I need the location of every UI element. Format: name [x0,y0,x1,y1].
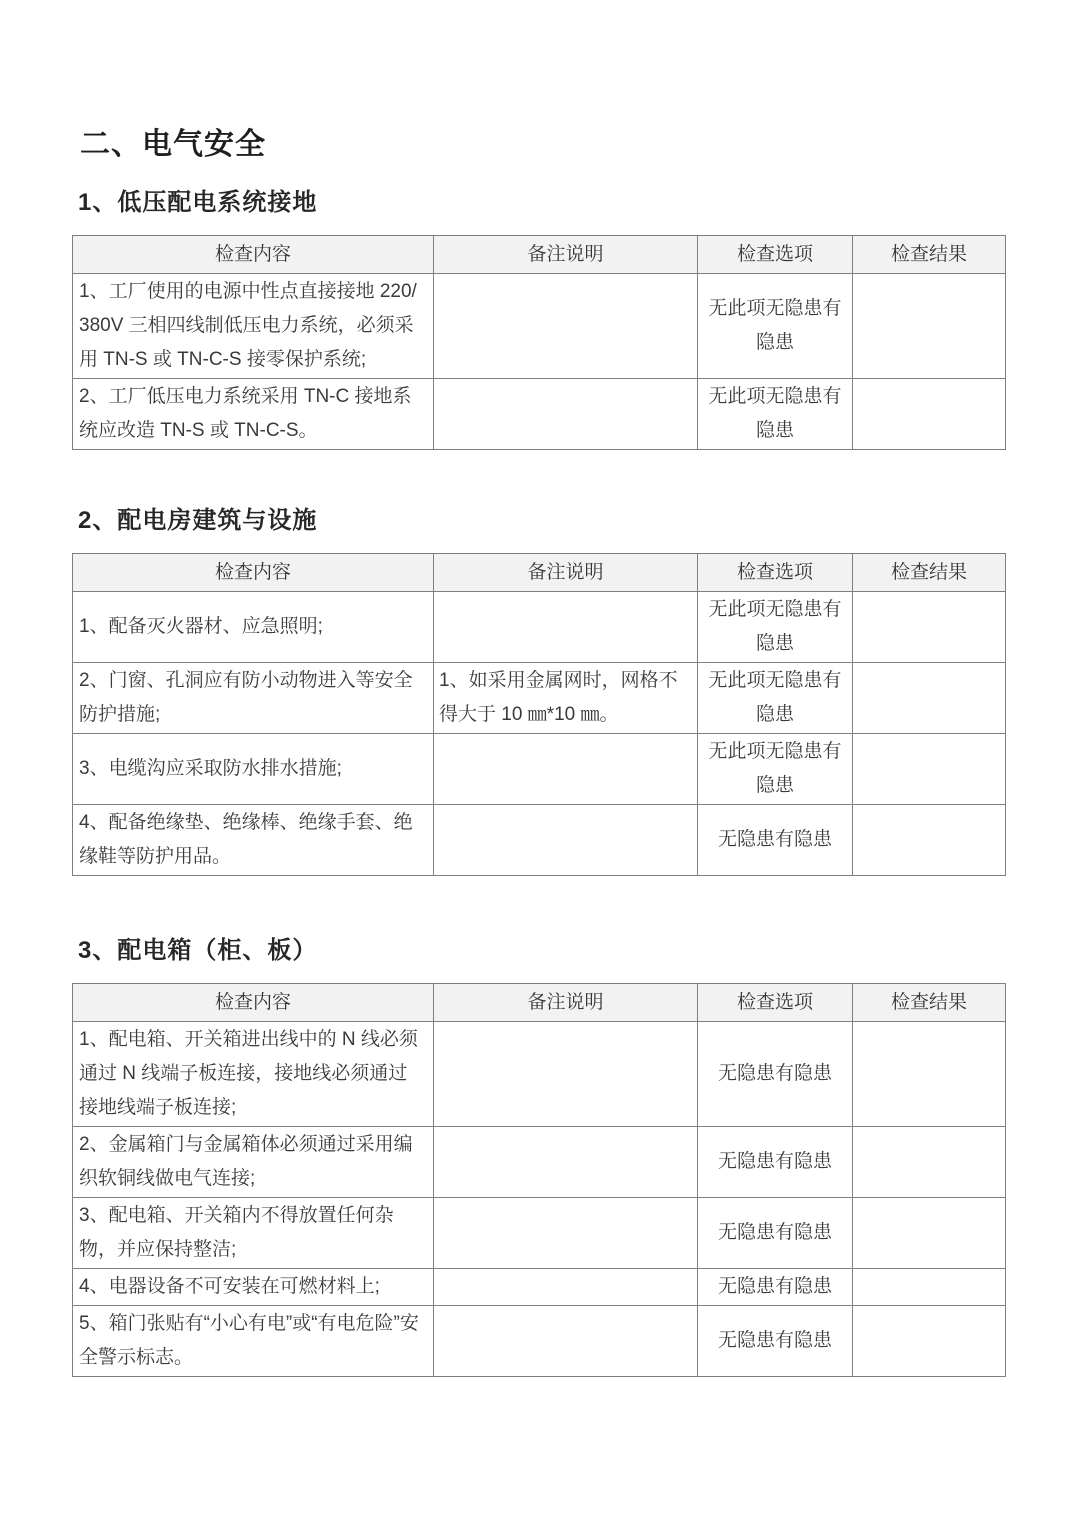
section-distribution-box [72,936,1008,1377]
table-row [73,1269,1006,1306]
cell-inspection-options: 无隐患有隐患 [698,805,853,876]
cell-inspection-result [853,1306,1006,1377]
cell-remark-note: 1、如采用金属网时，网格不得大于 10 ㎜*10 ㎜。 [434,663,698,734]
cell-inspection-options: 无此项无隐患有隐患 [698,734,853,805]
column-header: 备注说明 [434,236,698,274]
section-heading: 2、配电房建筑与设施 [78,507,318,534]
table-row [73,1198,1006,1269]
table-row [73,379,1006,450]
table-header [73,984,1006,1022]
cell-inspection-options: 无此项无隐患有隐患 [698,592,853,663]
cell-remark-note [434,1022,698,1127]
column-header: 检查内容 [73,554,434,592]
table-row [73,274,1006,379]
cell-inspection-result [853,274,1006,379]
cell-remark-note [434,805,698,876]
column-header: 检查内容 [73,236,434,274]
cell-inspection-result [853,805,1006,876]
page-title: 二、电气安全 [80,128,266,161]
table-row [73,1022,1006,1127]
table-row [73,663,1006,734]
table-header [73,236,1006,274]
cell-inspection-options: 无隐患有隐患 [698,1127,853,1198]
section-low-voltage-grounding [72,188,1008,450]
cell-remark-note [434,1306,698,1377]
column-header: 检查结果 [853,236,1006,274]
cell-inspection-result [853,734,1006,805]
cell-inspection-options: 无隐患有隐患 [698,1198,853,1269]
column-header: 检查内容 [73,984,434,1022]
cell-inspection-content: 2、门窗、孔洞应有防小动物进入等安全防护措施; [73,663,434,734]
cell-remark-note [434,592,698,663]
table-header [73,554,1006,592]
cell-inspection-result [853,1127,1006,1198]
cell-inspection-content: 3、配电箱、开关箱内不得放置任何杂物，并应保持整洁; [73,1198,434,1269]
table-body [73,1022,1006,1377]
table-row [73,592,1006,663]
table-header-row [73,554,1006,592]
section-distribution-room [72,506,1008,876]
checklist-table [72,983,1006,1377]
column-header: 检查选项 [698,554,853,592]
cell-inspection-content: 5、箱门张贴有“小心有电”或“有电危险”安全警示标志。 [73,1306,434,1377]
cell-inspection-result [853,1198,1006,1269]
cell-remark-note [434,734,698,805]
table-body [73,274,1006,450]
column-header: 检查选项 [698,984,853,1022]
cell-inspection-options: 无隐患有隐患 [698,1269,853,1306]
cell-remark-note [434,1269,698,1306]
table-header-row [73,236,1006,274]
column-header: 检查结果 [853,984,1006,1022]
cell-inspection-content: 2、金属箱门与金属箱体必须通过采用编织软铜线做电气连接; [73,1127,434,1198]
cell-inspection-result [853,1022,1006,1127]
column-header: 备注说明 [434,554,698,592]
table-row [73,734,1006,805]
section-heading: 3、配电箱（柜、板） [78,937,318,964]
cell-remark-note [434,1127,698,1198]
cell-inspection-options: 无隐患有隐患 [698,1306,853,1377]
cell-inspection-options: 无隐患有隐患 [698,1022,853,1127]
cell-inspection-result [853,1269,1006,1306]
cell-inspection-content: 4、配备绝缘垫、绝缘棒、绝缘手套、绝缘鞋等防护用品。 [73,805,434,876]
cell-inspection-options: 无此项无隐患有隐患 [698,274,853,379]
cell-inspection-result [853,663,1006,734]
cell-inspection-content: 1、配电箱、开关箱进出线中的 N 线必须通过 N 线端子板连接，接地线必须通过接地线端子板连接; [73,1022,434,1127]
table-header-row [73,984,1006,1022]
cell-inspection-options: 无此项无隐患有隐患 [698,379,853,450]
cell-remark-note [434,1198,698,1269]
table-row [73,1127,1006,1198]
cell-inspection-result [853,379,1006,450]
cell-inspection-content: 1、配备灭火器材、应急照明; [73,592,434,663]
cell-inspection-result [853,592,1006,663]
checklist-table [72,235,1006,450]
cell-inspection-content: 3、电缆沟应采取防水排水措施; [73,734,434,805]
cell-inspection-content: 2、工厂低压电力系统采用 TN-C 接地系统应改造 TN-S 或 TN-C-S。 [73,379,434,450]
cell-remark-note [434,379,698,450]
section-heading: 1、低压配电系统接地 [78,189,318,216]
cell-inspection-content: 1、工厂使用的电源中性点直接接地 220/380V 三相四线制低压电力系统，必须采用 TN-S 或 TN-C-S 接零保护系统; [73,274,434,379]
table-row [73,805,1006,876]
column-header: 检查选项 [698,236,853,274]
column-header: 备注说明 [434,984,698,1022]
checklist-table [72,553,1006,876]
cell-inspection-content: 4、电器设备不可安装在可燃材料上; [73,1269,434,1306]
table-row [73,1306,1006,1377]
cell-inspection-options: 无此项无隐患有隐患 [698,663,853,734]
cell-remark-note [434,274,698,379]
table-body [73,592,1006,876]
column-header: 检查结果 [853,554,1006,592]
